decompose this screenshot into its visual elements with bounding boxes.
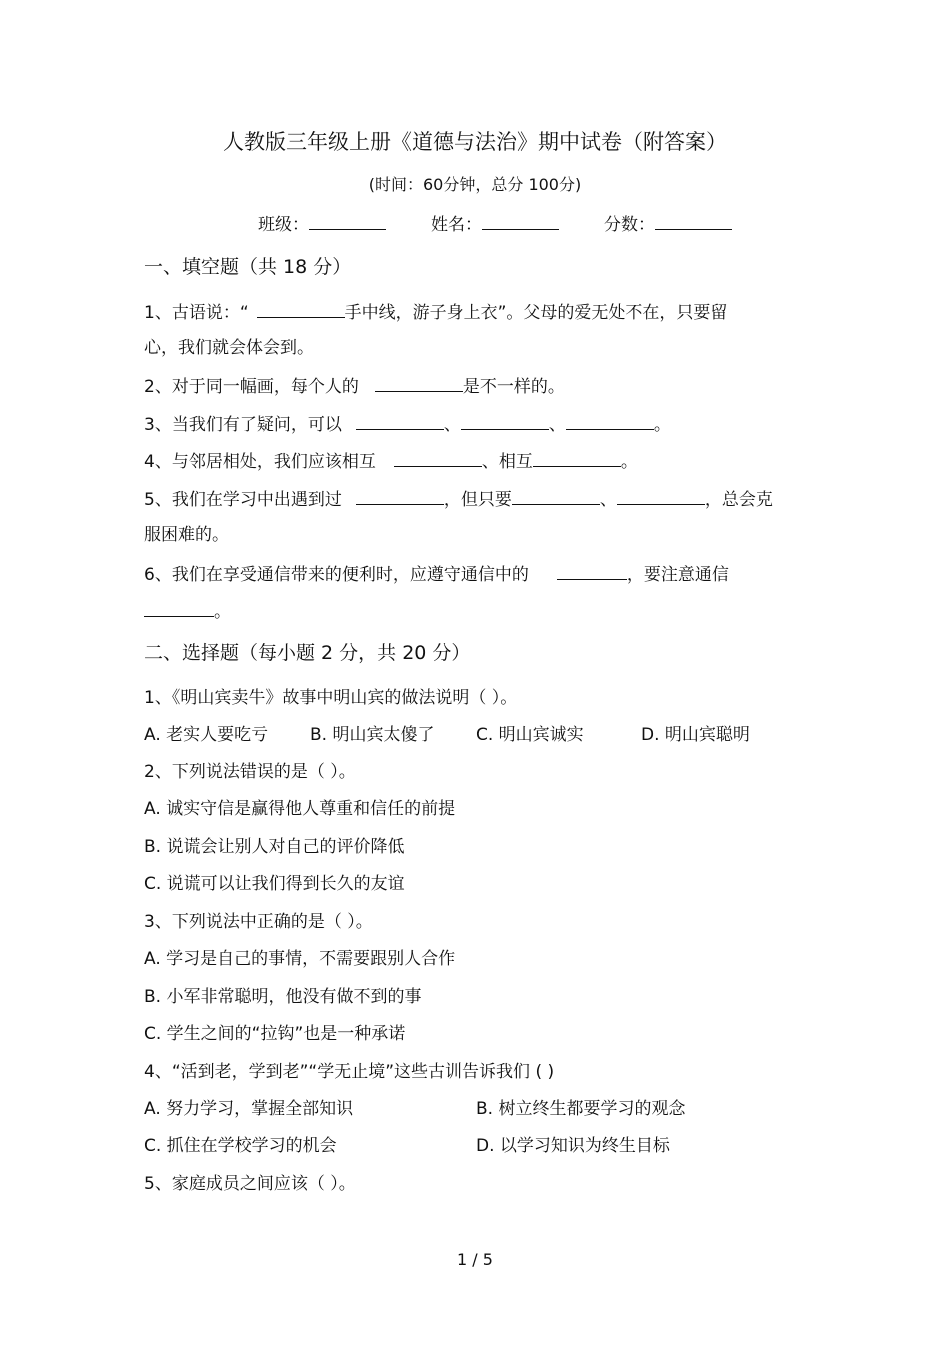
fill-q5-text-c: 、	[599, 490, 617, 510]
class-blank[interactable]	[309, 211, 386, 230]
fill-q6-line1	[144, 561, 729, 587]
choice-q4-option-d[interactable]: D. 以学习知识为终生目标	[476, 1136, 670, 1156]
choice-q3-option-b[interactable]: B. 小军非常聪明，他没有做不到的事	[144, 987, 422, 1007]
fill-q1-line1	[144, 299, 727, 325]
choice-q1-option-a[interactable]: A. 老实人要吃亏	[144, 725, 269, 745]
section2-heading: 二、选择题（每小题 2 分，共 20 分）	[144, 642, 471, 664]
choice-q4-stem: 4、“活到老，学到老”“学无止境”这些古训告诉我们 ( )	[144, 1062, 555, 1082]
fill-q4-end: 。	[620, 452, 638, 472]
choice-q1-option-b[interactable]: B. 明山宾太傻了	[310, 725, 435, 745]
fill-q5-text-a: 5、我们在学习中出遇到过	[144, 490, 342, 510]
fill-q5-text-b: ，但只要	[443, 490, 512, 510]
fill-q5-line1	[144, 486, 773, 512]
fill-q3-sep-1: 、	[443, 415, 461, 435]
name-label: 姓名：	[431, 215, 482, 235]
fill-q4-blank-1[interactable]	[394, 448, 482, 467]
choice-q5-stem: 5、家庭成员之间应该（ ）。	[144, 1174, 356, 1194]
fill-q2-blank[interactable]	[375, 373, 463, 392]
name-blank[interactable]	[482, 211, 559, 230]
fill-q3-blank-2[interactable]	[461, 411, 549, 430]
fill-q5-blank-2[interactable]	[512, 486, 600, 505]
choice-q3-option-a[interactable]: A. 学习是自己的事情，不需要跟别人合作	[144, 949, 456, 969]
fill-q1-blank[interactable]	[257, 299, 345, 318]
choice-q3-stem: 3、下列说法中正确的是（ ）。	[144, 912, 373, 932]
exam-meta: (时间：60分钟，总分 100分)	[368, 175, 582, 194]
fill-q5-blank-1[interactable]	[356, 486, 444, 505]
fill-q2-text-b: 是不一样的。	[462, 377, 565, 397]
fill-q3-sep-2: 、	[548, 415, 566, 435]
fill-q4	[144, 448, 638, 474]
fill-q3-blank-1[interactable]	[356, 411, 444, 430]
choice-q1-option-d[interactable]: D. 明山宾聪明	[641, 725, 750, 745]
choice-q4-option-c[interactable]: C. 抓住在学校学习的机会	[144, 1136, 337, 1156]
fill-q6-blank-1[interactable]	[557, 561, 627, 580]
fill-q6-blank-2[interactable]	[144, 598, 214, 617]
fill-q3-blank-3[interactable]	[566, 411, 654, 430]
fill-q2-text-a: 2、对于同一幅画，每个人的	[144, 377, 359, 397]
fill-q6-text-b: ，要注意通信	[626, 565, 729, 585]
fill-q6-line2	[144, 598, 231, 624]
choice-q1-stem: 1、《明山宾卖牛》故事中明山宾的做法说明（ ）。	[144, 688, 518, 708]
fill-q5-text-d: ，总会克	[704, 490, 773, 510]
score-blank[interactable]	[655, 211, 732, 230]
fill-q5-line2: 服困难的。	[144, 525, 229, 545]
fill-q3-text-a: 3、当我们有了疑问，可以	[144, 415, 342, 435]
fill-q3-end: 。	[653, 415, 671, 435]
choice-q2-stem: 2、下列说法错误的是（ ）。	[144, 762, 356, 782]
class-field[interactable]	[258, 211, 386, 237]
score-field[interactable]	[604, 211, 732, 237]
fill-q4-text-b: 、相互	[481, 452, 533, 472]
name-field[interactable]	[431, 211, 559, 237]
choice-q3-option-c[interactable]: C. 学生之间的“拉钩”也是一种承诺	[144, 1024, 406, 1044]
choice-q1-option-c[interactable]: C. 明山宾诚实	[476, 725, 584, 745]
fill-q6-text-a: 6、我们在享受通信带来的便利时，应遵守通信中的	[144, 565, 529, 585]
section1-heading: 一、填空题（共 18 分）	[144, 256, 352, 278]
fill-q1-text-b: 手中线，游子身上衣”。父母的爱无处不在，只要留	[344, 303, 728, 323]
fill-q1-line2: 心，我们就会体会到。	[144, 338, 314, 358]
score-label: 分数：	[604, 215, 655, 235]
fill-q2	[144, 373, 565, 399]
page-number: 1 / 5	[457, 1250, 493, 1269]
fill-q4-blank-2[interactable]	[533, 448, 621, 467]
document-title: 人教版三年级上册《道德与法治》期中试卷（附答案）	[223, 130, 727, 154]
fill-q3	[144, 411, 671, 437]
fill-q4-text-a: 4、与邻居相处，我们应该相互	[144, 452, 376, 472]
choice-q2-option-b[interactable]: B. 说谎会让别人对自己的评价降低	[144, 837, 405, 857]
choice-q2-option-a[interactable]: A. 诚实守信是赢得他人尊重和信任的前提	[144, 799, 456, 819]
choice-q2-option-c[interactable]: C. 说谎可以让我们得到长久的友谊	[144, 874, 405, 894]
fill-q6-end: 。	[214, 602, 231, 622]
class-label: 班级：	[258, 215, 309, 235]
choice-q4-option-b[interactable]: B. 树立终生都要学习的观念	[476, 1099, 686, 1119]
fill-q5-blank-3[interactable]	[617, 486, 705, 505]
choice-q4-option-a[interactable]: A. 努力学习，掌握全部知识	[144, 1099, 354, 1119]
fill-q1-text-a: 1、古语说：“	[144, 303, 249, 323]
